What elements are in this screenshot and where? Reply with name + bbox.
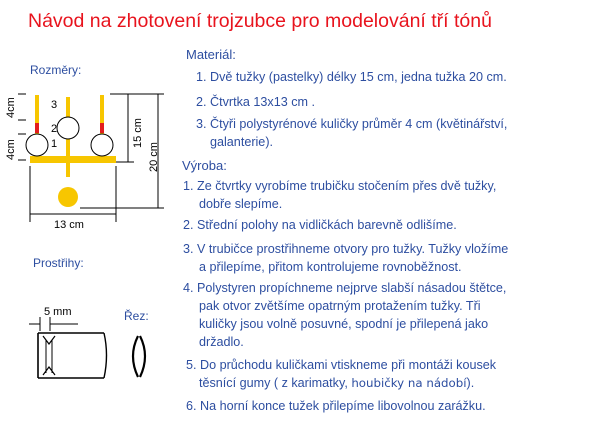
- rozmery-label: Rozměry:: [30, 63, 82, 77]
- vyroba-step-5-cont: [199, 374, 474, 392]
- vyroba-step-4-cont-2: kuličky jsou volně posuvné, spodní je přilepená jako: [199, 317, 489, 331]
- vyroba-step-5-cont-b: houbičky na nádobí: [351, 376, 467, 390]
- vyroba-step-3: 3. V trubičce prostřihneme otvory pro tužky. Tužky vložíme: [183, 242, 509, 256]
- dim-4cm-top: 4cm: [5, 97, 17, 118]
- dim-4cm-top-marker: [5, 94, 26, 120]
- vyroba-step-5-cont-c: ).: [466, 376, 475, 390]
- position-label-2: 2: [51, 123, 58, 135]
- dim-4cm-bottom: 4cm: [5, 139, 17, 160]
- rez-label: Řez:: [124, 309, 149, 323]
- trident-dimension-diagram: [0, 55, 180, 235]
- left-pencil: [35, 95, 39, 140]
- right-pencil-mark: [100, 123, 104, 133]
- vyroba-step-5-cont-a: těsnící gumy ( z karimatky,: [199, 376, 348, 390]
- vyroba-step-4-cont-1: pak otvor zvětšíme opatrným protažením tužky. Tři: [199, 299, 481, 313]
- vyroba-step-3-cont: a přilepíme, přitom kontrolujeme rovnoběžnost.: [199, 260, 462, 274]
- vyroba-step-4-cont-3: držadlo.: [199, 335, 244, 349]
- material-item-3: 3. Čtyři polystyrénové kuličky průměr 4 cm (květinářství,: [196, 117, 508, 131]
- middle-ball: [57, 117, 79, 139]
- vyroba-step-1-cont: dobře slepíme.: [199, 197, 283, 211]
- material-item-3-cont: galanterie).: [210, 135, 274, 149]
- dim-4cm-bottom-marker: [5, 134, 26, 160]
- vyroba-step-6: 6. Na horní konce tužek přilepíme libovolnou zarážku.: [186, 399, 486, 413]
- position-label-3: 3: [51, 99, 58, 111]
- dim-15cm: 15 cm: [132, 118, 144, 148]
- vyroba-heading: Výroba:: [182, 158, 227, 173]
- position-label-1: 1: [51, 138, 58, 150]
- dim-13cm: 13 cm: [54, 219, 84, 231]
- right-pencil: [100, 95, 104, 140]
- dim-20cm: 20 cm: [148, 142, 160, 172]
- left-pencil-mark: [35, 123, 39, 133]
- handle-ball: [58, 187, 78, 207]
- left-ball: [26, 134, 48, 156]
- vyroba-step-5: 5. Do průchodu kuličkami vtiskneme při montáži kousek: [186, 358, 497, 372]
- vyroba-step-4: 4. Polystyren propíchneme nejprve slabší násadou štětce,: [183, 281, 507, 295]
- vyroba-step-1: 1. Ze čtvrtky vyrobíme trubičku stočením přes dvě tužky,: [183, 179, 497, 193]
- material-item-1: 1. Dvě tužky (pastelky) délky 15 cm, jedna tužka 20 cm.: [196, 70, 507, 84]
- cut-diagram: [20, 300, 180, 390]
- dim-5mm: 5 mm: [44, 306, 72, 318]
- page-title: Návod na zhotovení trojzubce pro modelování tří tónů: [28, 10, 492, 32]
- tube: [30, 156, 116, 163]
- right-ball: [91, 134, 113, 156]
- prostrihy-label: Prostřihy:: [33, 256, 84, 270]
- material-heading: Materiál:: [186, 47, 236, 62]
- material-item-2: 2. Čtvrtka 13x13 cm .: [196, 95, 315, 109]
- vyroba-step-2: 2. Střední polohy na vidličkách barevně odlišíme.: [183, 218, 457, 232]
